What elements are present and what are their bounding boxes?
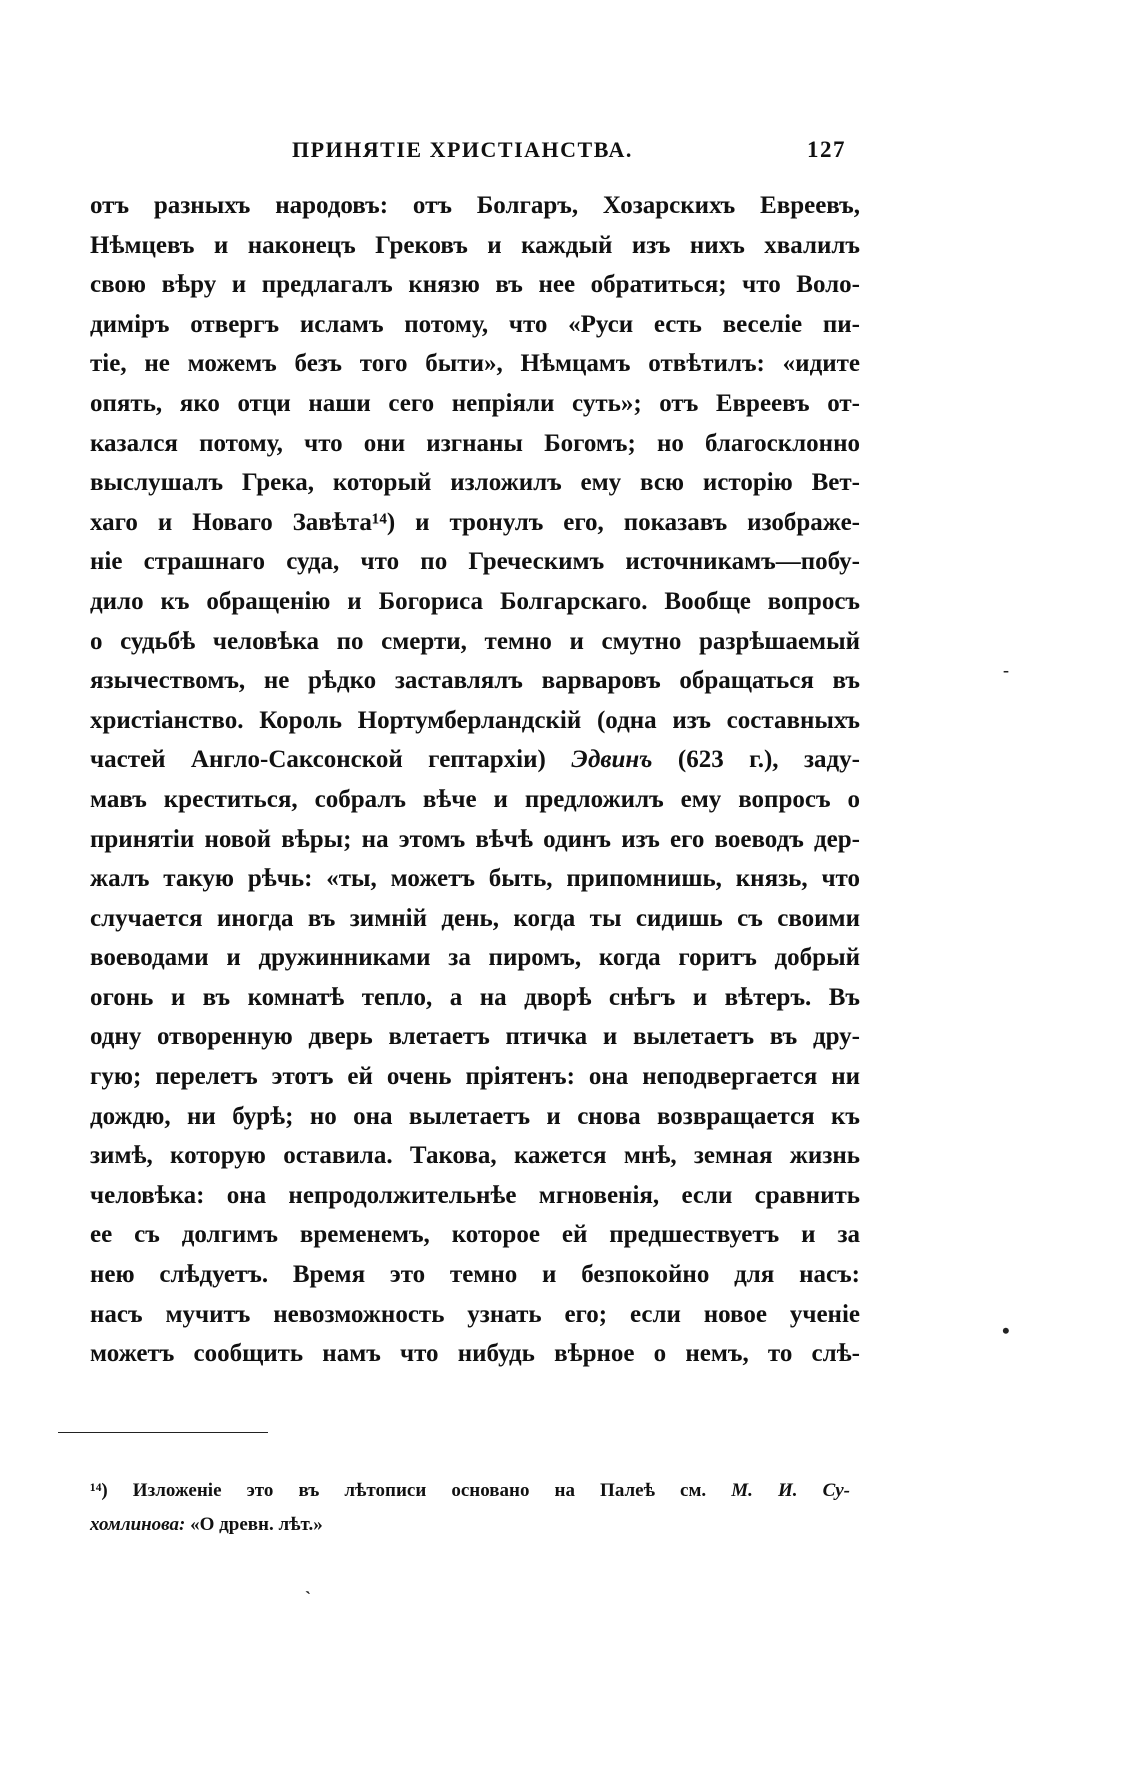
text-line: хаго и Новаго Завѣта¹⁴) и тронулъ его, показавъ изображе- <box>90 508 860 536</box>
text-line: принятіи новой вѣры; на этомъ вѣчѣ одинъ изъ его воеводъ дер- <box>90 825 860 853</box>
footnote-text-2: «О древн. лѣт.» <box>185 1514 323 1535</box>
text-line: выслушалъ Грека, который изложилъ ему всю исторію Вет- <box>90 469 860 497</box>
text-line: Нѣмцевъ и наконецъ Грековъ и каждый изъ нихъ хвалилъ <box>90 231 860 259</box>
text-line: отъ разныхъ народовъ: отъ Болгаръ, Хозарскихъ Евреевъ, <box>90 192 860 219</box>
text-line: диміръ отвергъ исламъ потому, что «Руси есть веселіе пи- <box>90 310 860 338</box>
footnote-author-2: хомлинова: <box>90 1514 186 1535</box>
text-line: зимѣ, которую оставила. Такова, кажется мнѣ, земная жизнь <box>90 1142 860 1170</box>
text-line: гую; перелетъ этотъ ей очень пріятенъ: она неподвергается ни <box>90 1063 860 1091</box>
text-line: о судьбѣ человѣка по смерти, темно и смутно разрѣшаемый <box>90 627 860 655</box>
text-line: тіе, не можемъ безъ того быти», Нѣмцамъ отвѣтилъ: «идите <box>90 350 860 378</box>
bottom-tick-mark: ` <box>305 1588 311 1608</box>
text-line: мавъ креститься, собралъ вѣче и предложилъ ему вопросъ о <box>90 785 860 813</box>
text-line: человѣка: она непродолжительнѣе мгновенія, если сравнить <box>90 1181 860 1209</box>
text-line: воеводами и дружинниками за пиромъ, когда горитъ добрый <box>90 944 860 972</box>
footnote-marker: ¹⁴ <box>90 1480 102 1501</box>
italic-name: Эдвинъ <box>571 746 653 774</box>
running-header <box>90 137 846 167</box>
text-line: ніе страшнаго суда, что по Греческимъ источникамъ—побу- <box>90 548 860 576</box>
running-title: ПРИНЯТІЕ ХРИСТІАНСТВА. <box>292 137 633 162</box>
footnote-line-1 <box>90 1474 850 1508</box>
text-line: насъ мучитъ невозможность узнать его; если новое ученіе <box>90 1300 860 1328</box>
page-number: 127 <box>807 137 846 162</box>
footnote <box>90 1474 850 1542</box>
footnote-author-1: М. И. Су- <box>731 1480 851 1501</box>
text-line: частей Англо-Саксонской гептархіи) Эдвинъ (623 г.), заду- <box>90 746 860 774</box>
text-line: опять, яко отци наши сего непріяли суть»; отъ Евреевъ от- <box>90 389 860 417</box>
text-line: христіанство. Король Нортумберландскій (одна изъ составныхъ <box>90 706 860 734</box>
text-line: случается иногда въ зимній день, когда ты сидишь съ своими <box>90 904 860 932</box>
margin-dash-mark: - <box>1003 660 1009 680</box>
footnote-text-1: ) Изложеніе это въ лѣтописи основано на Палеѣ см. <box>101 1480 707 1501</box>
text-line: дило къ обращенію и Богориса Болгарскаго. Вообще вопросъ <box>90 587 860 615</box>
footnote-line-2 <box>90 1508 850 1542</box>
text-line: дождю, ни бурѣ; но она вылетаетъ и снова возвращается къ <box>90 1102 860 1130</box>
text-line: нею слѣдуетъ. Время это темно и безпокойно для насъ: <box>90 1261 860 1289</box>
text-line: огонь и въ комнатѣ тепло, а на дворѣ снѣгъ и вѣтеръ. Въ <box>90 983 860 1011</box>
margin-dot-mark: • <box>1002 1318 1010 1343</box>
footnote-rule <box>58 1432 268 1433</box>
text-line: ее съ долгимъ временемъ, которое ей предшествуетъ и за <box>90 1221 860 1249</box>
text-line: жалъ такую рѣчь: «ты, можетъ быть, припомнишь, князь, что <box>90 865 860 893</box>
text-line: одну отворенную дверь влетаетъ птичка и вылетаетъ въ дру- <box>90 1023 860 1051</box>
text-line: казался потому, что они изгнаны Богомъ; но благосклонно <box>90 429 860 457</box>
text-line: свою вѣру и предлагалъ князю въ нее обратиться; что Воло- <box>90 271 860 299</box>
body-text <box>90 186 860 1374</box>
text-line: язычествомъ, не рѣдко заставлялъ варваровъ обращаться въ <box>90 667 860 695</box>
text-line: можетъ сообщить намъ что нибудь вѣрное о немъ, то слѣ- <box>90 1340 860 1368</box>
